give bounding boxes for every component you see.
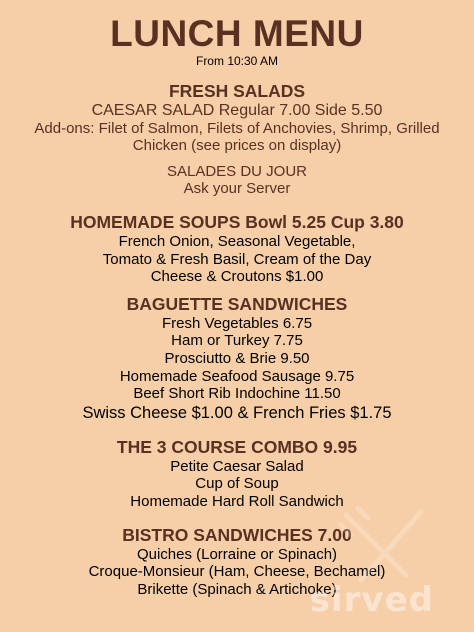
section-heading-baguette: BAGUETTE SANDWICHES: [126, 293, 348, 314]
addons-line-1: Add-ons: Filet of Salmon, Filets of Anchovies, Shrimp, Grilled: [34, 119, 440, 137]
combo-item: Homemade Hard Roll Sandwich: [130, 492, 344, 510]
combo-item: Petite Caesar Salad: [170, 457, 304, 475]
soups-line-3: Cheese & Croutons $1.00: [150, 268, 324, 286]
section-heading-salads: FRESH SALADS: [168, 81, 306, 101]
caesar-salad-line: CAESAR SALAD Regular 7.00 Side 5.50: [91, 102, 383, 119]
combo-item: Cup of Soup: [195, 475, 279, 493]
section-heading-bistro: BISTRO SANDWICHES 7.00: [122, 524, 352, 545]
section-heading-combo: THE 3 COURSE COMBO 9.95: [116, 436, 358, 457]
baguette-item: Ham or Turkey 7.75: [171, 332, 303, 350]
ask-your-server: Ask your Server: [183, 180, 291, 198]
menu-title: LUNCH MENU: [110, 13, 364, 54]
menu-subtitle: From 10:30 AM: [195, 54, 279, 68]
baguette-item: Prosciutto & Brie 9.50: [164, 349, 310, 367]
baguette-item: Beef Short Rib Indochine 11.50: [133, 385, 341, 403]
baguette-item: Homemade Seafood Sausage 9.75: [119, 367, 355, 385]
baguette-item: Fresh Vegetables 6.75: [161, 314, 313, 332]
salades-du-jour: SALADES DU JOUR: [166, 162, 308, 180]
addons-line-2: Chicken (see prices on display): [132, 137, 342, 155]
bistro-item: Brikette (Spinach & Artichoke): [137, 580, 337, 598]
section-heading-soups: HOMEMADE SOUPS Bowl 5.25 Cup 3.80: [70, 211, 404, 232]
watermark-text: sirved: [309, 580, 434, 620]
soups-line-1: French Onion, Seasonal Vegetable,: [118, 232, 356, 250]
bistro-item: Croque-Monsieur (Ham, Cheese, Bechamel): [88, 563, 386, 581]
soups-line-2: Tomato & Fresh Basil, Cream of the Day: [102, 250, 372, 268]
baguette-extras: Swiss Cheese $1.00 & French Fries $1.75: [82, 403, 392, 422]
bistro-item: Quiches (Lorraine or Spinach): [136, 545, 338, 563]
